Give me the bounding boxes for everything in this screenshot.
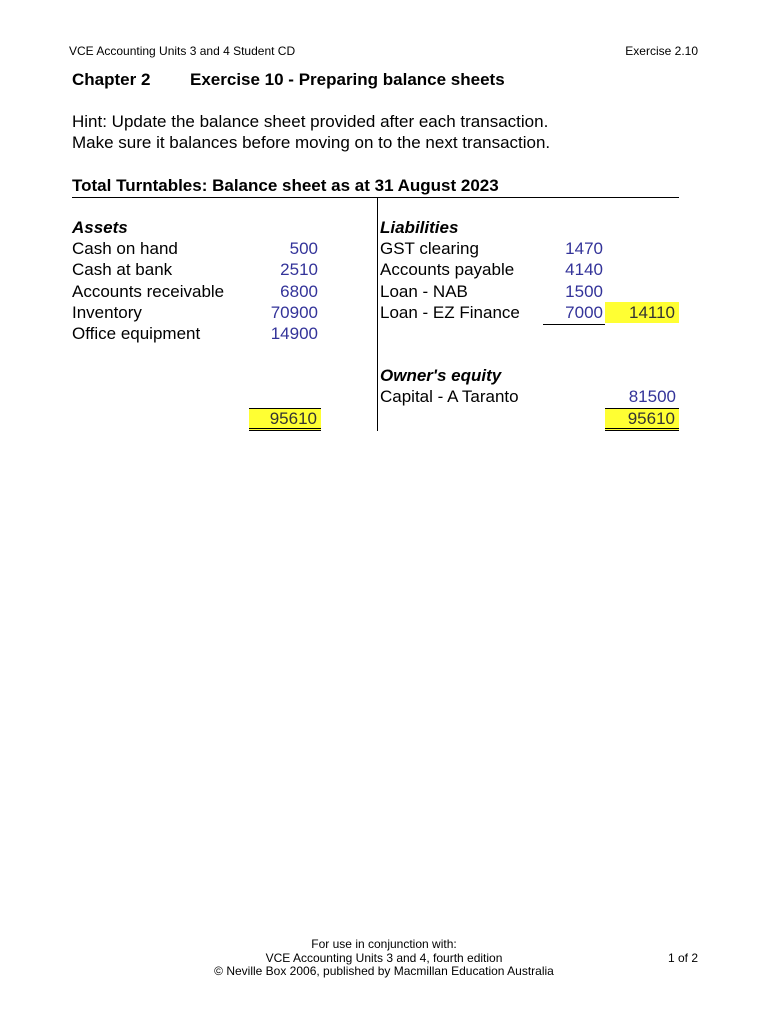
liability-value: 1470 (565, 239, 603, 258)
liability-label: Loan - EZ Finance (380, 303, 520, 322)
liabilities-heading: Liabilities (380, 218, 459, 237)
equity-heading: Owner's equity (380, 366, 502, 385)
liability-value: 1500 (565, 282, 603, 301)
header-right: Exercise 2.10 (625, 44, 698, 58)
column-divider (377, 198, 378, 431)
liabilities-total: 14110 (605, 302, 679, 323)
asset-label: Cash at bank (72, 260, 173, 279)
liability-label: Accounts payable (380, 260, 515, 279)
liability-value: 4140 (565, 260, 603, 279)
hint-line-2: Make sure it balances before moving on to the next transaction. (72, 133, 551, 152)
footer-line-1: For use in conjunction with: (311, 937, 457, 951)
footer-line-3: © Neville Box 2006, published by Macmillan Education Australia (214, 964, 554, 978)
asset-value: 6800 (280, 282, 318, 301)
asset-label: Office equipment (72, 324, 201, 343)
footer-line-2: VCE Accounting Units 3 and 4, fourth edition (265, 951, 503, 965)
assets-heading: Assets (72, 218, 128, 237)
liability-value: 7000 (565, 303, 603, 322)
equity-total: 95610 (605, 409, 679, 431)
liability-label: GST clearing (380, 239, 479, 258)
liabilities-subtotal-rule (543, 324, 605, 325)
asset-label: Inventory (72, 303, 142, 322)
asset-label: Cash on hand (72, 239, 178, 258)
asset-label: Accounts receivable (72, 282, 225, 301)
equity-label: Capital - A Taranto (380, 387, 519, 406)
assets-total: 95610 (249, 409, 321, 431)
title-underline (72, 197, 679, 198)
hint-line-1: Hint: Update the balance sheet provided after each transaction. (72, 112, 549, 131)
header-left: VCE Accounting Units 3 and 4 Student CD (69, 44, 296, 58)
asset-value: 14900 (270, 324, 318, 343)
equity-value: 81500 (628, 387, 676, 406)
balance-sheet-title: Total Turntables: Balance sheet as at 31 August 2023 (72, 176, 499, 195)
chapter-title: Chapter 2 (72, 70, 151, 89)
asset-value: 70900 (270, 303, 318, 322)
asset-value: 2510 (280, 260, 318, 279)
asset-value: 500 (289, 239, 318, 258)
exercise-title: Exercise 10 - Preparing balance sheets (190, 70, 505, 89)
page-number: 1 of 2 (667, 951, 698, 965)
liability-label: Loan - NAB (380, 282, 468, 301)
